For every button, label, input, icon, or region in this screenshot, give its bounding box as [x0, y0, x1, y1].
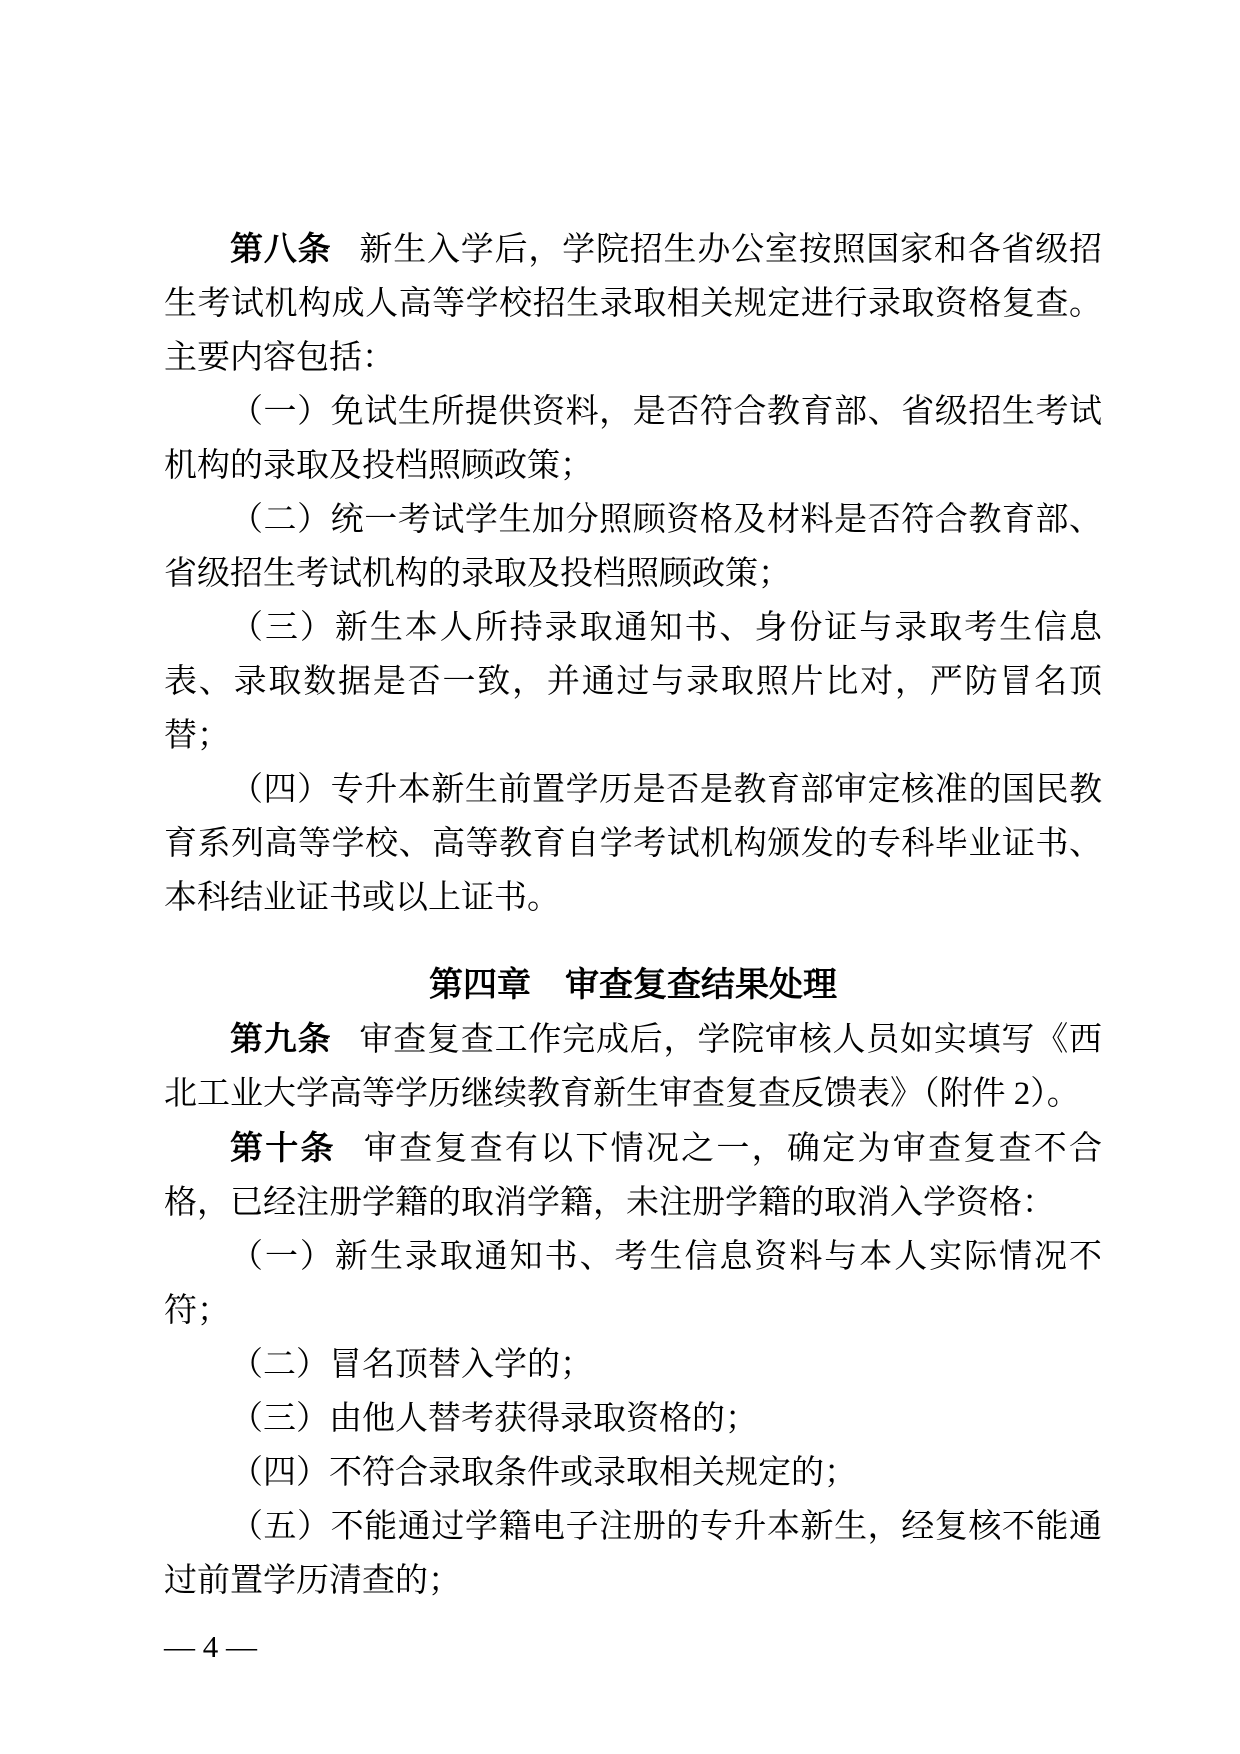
article-9-text: 审查复查工作完成后，学院审核人员如实填写《西北工业大学高等学历继续教育新生审查复查反馈表》（附件 2）。 [164, 1022, 1103, 1112]
article-9-term: 第九条 [230, 1020, 332, 1057]
article-10-item-1: （一）新生录取通知书、考生信息资料与本人实际情况不符； [164, 1239, 1102, 1329]
chapter-4-title: 审查复查结果处理 [565, 966, 837, 1004]
article-8-item-3: （三）新生本人所持录取通知书、身份证与录取考生信息表、录取数据是否一致，并通过与录取照片比对，严防冒名顶替； [164, 610, 1102, 754]
article-9-paragraph [164, 1012, 1102, 1121]
article-8-paragraph [164, 222, 1102, 385]
page-number: — 4 — [164, 1629, 257, 1664]
article-10-text: 审查复查有以下情况之一，确定为审查复查不合格，已经注册学籍的取消学籍，未注册学籍的取消入学资格： [164, 1131, 1103, 1221]
chapter-4-heading [164, 958, 1102, 1012]
document-body [164, 222, 1102, 1608]
article-10-paragraph [164, 1121, 1102, 1230]
article-8-term: 第八条 [230, 230, 332, 267]
article-8-text: 新生入学后，学院招生办公室按照国家和各省级招生考试机构成人高等学校招生录取相关规定进行录取资格复查。主要内容包括： [164, 232, 1103, 376]
article-10-term: 第十条 [230, 1129, 336, 1166]
article-10-item-3: （三）由他人替考获得录取资格的； [230, 1401, 758, 1437]
article-10-item-5: （五）不能通过学籍电子注册的专升本新生，经复核不能通过前置学历清查的； [164, 1509, 1102, 1599]
article-10-item-2: （二）冒名顶替入学的； [230, 1347, 593, 1383]
article-8-item-1: （一）免试生所提供资料，是否符合教育部、省级招生考试机构的录取及投档照顾政策； [164, 394, 1102, 484]
article-10-item-4: （四）不符合录取条件或录取相关规定的； [230, 1455, 857, 1491]
chapter-4-number: 第四章 [429, 966, 531, 1004]
article-8-item-2: （二）统一考试学生加分照顾资格及材料是否符合教育部、省级招生考试机构的录取及投档照顾政策； [164, 502, 1102, 592]
article-8-item-4: （四）专升本新生前置学历是否是教育部审定核准的国民教育系列高等学校、高等教育自学考试机构颁发的专科毕业证书、本科结业证书或以上证书。 [164, 772, 1102, 916]
